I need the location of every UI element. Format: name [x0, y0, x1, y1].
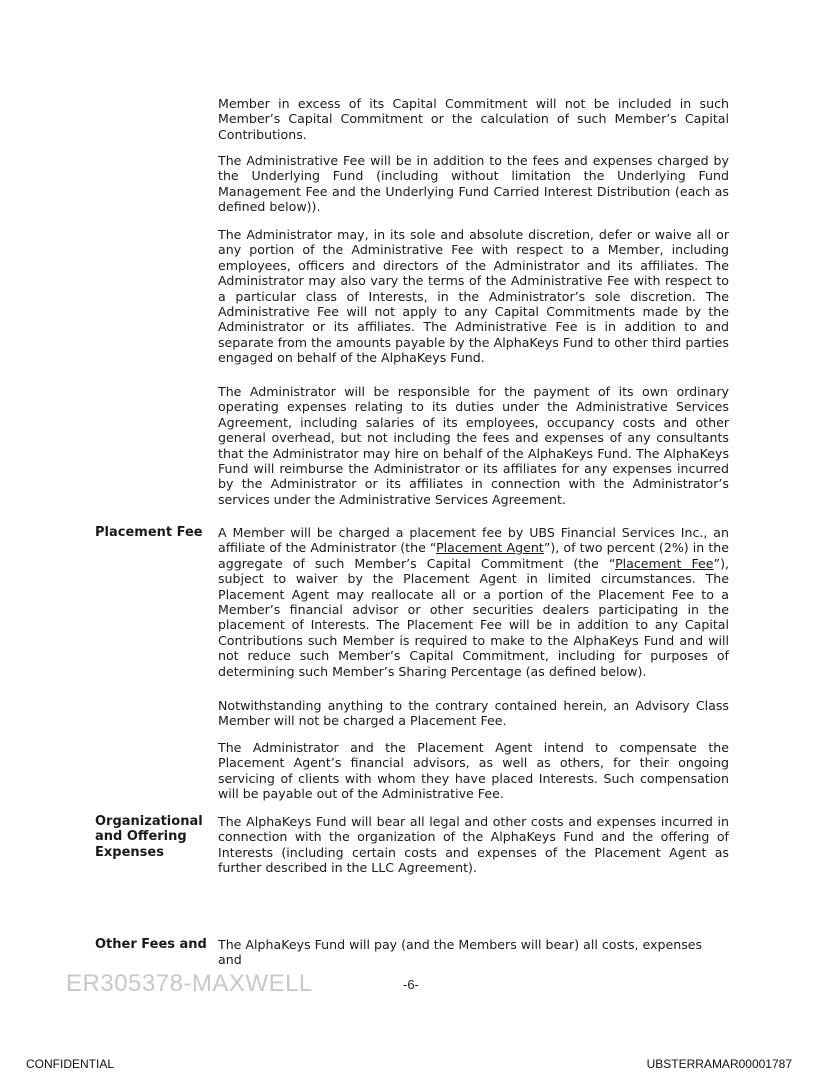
paragraph-administrator-expenses: The Administrator will be responsible for the payment of its own ordinary operating expenses relating to its duties under the Administrative Services Agreement, including salaries of its employees, occupancy costs and other general overhead, but not including the fees and expenses of any consultants that the Administrator may hire on behalf of the AlphaKeys Fund. The AlphaKeys Fund will reimburse the Administrator or its affiliates for any expenses incurred by the Administrator or its affiliates in connection with the Administrator’s services under the Administrative Services Agreement.: [218, 384, 729, 507]
paragraph-capital-commitment: Member in excess of its Capital Commitment will not be included in such Member’s Capital Commitment or the calculation of such Member’s Capital Contributions.: [218, 96, 729, 142]
footer-bates-number: UBSTERRAMAR00001787: [646, 1057, 792, 1071]
heading-org-line-3: Expenses: [95, 844, 164, 860]
paragraph-advisory-class: Notwithstanding anything to the contrary contained herein, an Advisory Class Member will not be charged a Placement Fee.: [218, 698, 729, 729]
bates-watermark: ER305378-MAXWELL: [66, 970, 313, 997]
paragraph-other-fees: The AlphaKeys Fund will pay (and the Members will bear) all costs, expenses and: [218, 937, 703, 968]
heading-organizational-expenses: [95, 814, 215, 860]
heading-placement-fee: Placement Fee: [95, 525, 203, 540]
placement-fee-text-c: ”), subject to waiver by the Placement Agent in limited circumstances. The Placement Agent may reallocate all or a portion of the Placement Fee to a Member’s financial advisor or other securities dealers participating in the placement of Interests. The Placement Fee will be in addition to any Capital Contributions such Member is required to make to the AlphaKeys Fund and will not reduce such Member’s Capital Commitment, including for purposes of determining such Member’s Sharing Percentage (as defined below).: [218, 555, 729, 679]
heading-org-line-2: and Offering: [95, 829, 187, 845]
placement-fee-text-a: A Member will be charged a placement fee by UBS Financial Services Inc., an affiliate of the Administrator (the “: [218, 525, 729, 556]
footer-confidential: CONFIDENTIAL: [26, 1057, 115, 1071]
paragraph-compensation: The Administrator and the Placement Agent intend to compensate the Placement Agent’s financial advisors, as well as others, for their ongoing servicing of clients with whom they have placed Interests. Such compensation will be payable out of the Administrative Fee.: [218, 740, 729, 802]
paragraph-placement-fee: [218, 525, 729, 679]
heading-other-fees: Other Fees and: [95, 937, 207, 952]
placement-fee-term: Placement Fee: [615, 555, 714, 571]
placement-agent-term: Placement Agent: [436, 540, 544, 556]
placement-fee-text-b: ”), of two percent (2%) in the aggregate of such Member’s Capital Commitment (the “: [218, 540, 730, 571]
page-number: -6-: [403, 977, 419, 992]
heading-org-line-1: Organizational: [95, 814, 203, 829]
paragraph-administrator-discretion: The Administrator may, in its sole and absolute discretion, defer or waive all or any portion of the Administrative Fee with respect to a Member, including employees, officers and directors of the Administrator and its affiliates. The Administrator may also vary the terms of the Administrative Fee with respect to a particular class of Interests, in the Administrator’s sole discretion. The Administrative Fee will not apply to any Capital Commitments made by the Administrator or its affiliates. The Administrative Fee is in addition to and separate from the amounts payable by the AlphaKeys Fund to other third parties engaged on behalf of the AlphaKeys Fund.: [218, 227, 729, 366]
paragraph-organizational-expenses: The AlphaKeys Fund will bear all legal and other costs and expenses incurred in connection with the organization of the AlphaKeys Fund and the offering of Interests (including certain costs and expenses of the Placement Agent as further described in the LLC Agreement).: [218, 814, 729, 876]
paragraph-administrative-fee-addition: The Administrative Fee will be in addition to the fees and expenses charged by the Underlying Fund (including without limitation the Underlying Fund Management Fee and the Underlying Fund Carried Interest Distribution (each as defined below)).: [218, 153, 729, 215]
